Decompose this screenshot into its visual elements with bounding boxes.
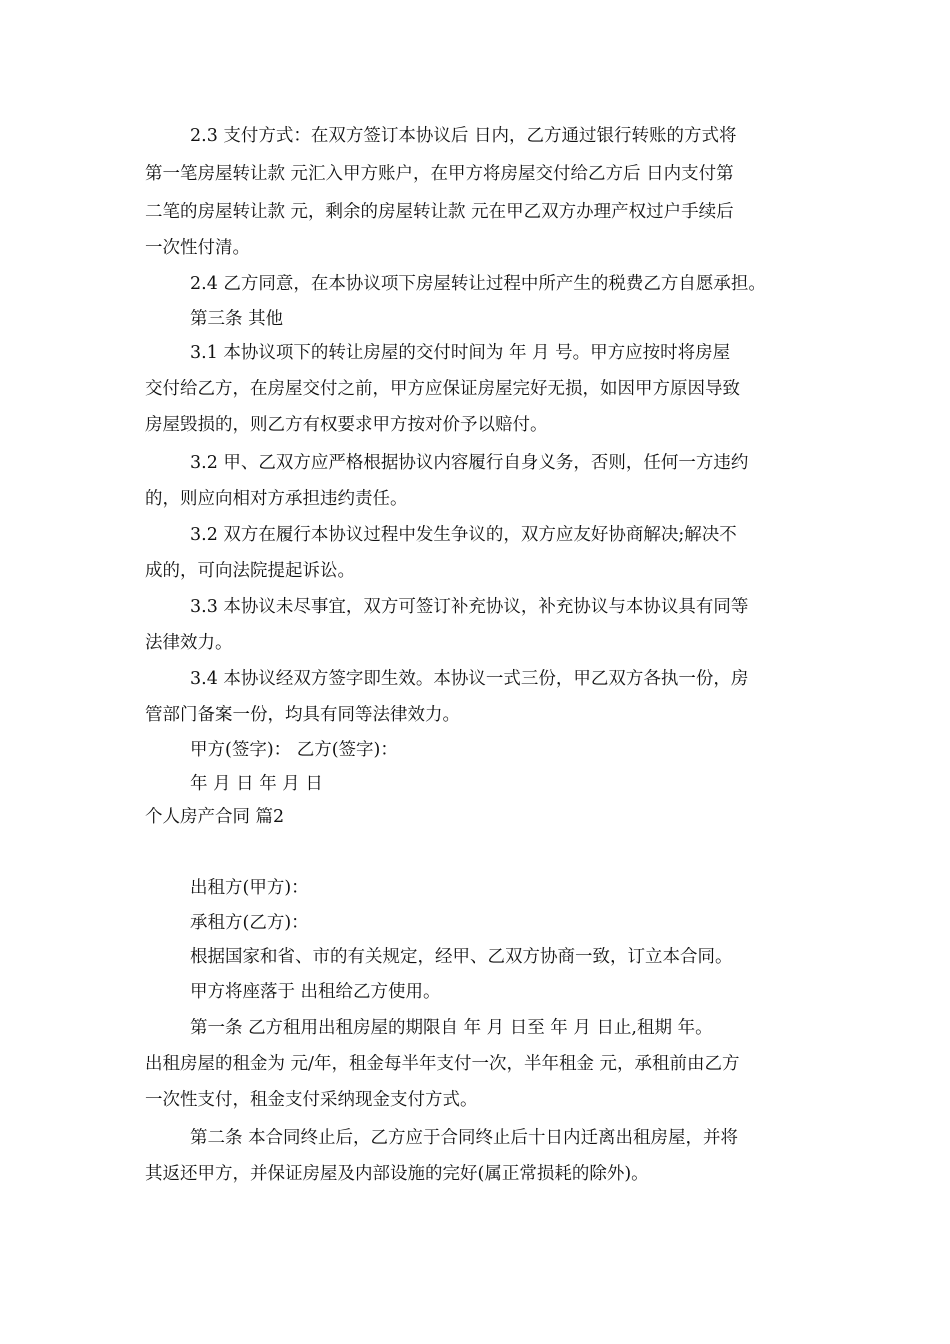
paragraph-3-4-line-2: 管部门备案一份，均具有同等法律效力。 <box>145 705 460 725</box>
lessor-line: 出租方(甲方)： <box>190 878 309 898</box>
article-1-line-2: 出租房屋的租金为 元/年，租金每半年支付一次，半年租金 元，承租前由乙方 <box>145 1054 740 1074</box>
article-2-line-2: 其返还甲方，并保证房屋及内部设施的完好(属正常损耗的除外)。 <box>145 1164 649 1184</box>
date-line: 年 月 日 年 月 日 <box>190 774 323 794</box>
paragraph-3-3-line-2: 法律效力。 <box>145 633 233 653</box>
property-line: 甲方将座落于 出租给乙方使用。 <box>190 982 441 1002</box>
article-1-line-1: 第一条 乙方租用出租房屋的期限自 年 月 日至 年 月 日止,租期 年。 <box>190 1018 713 1038</box>
paragraph-2-3-line-1: 2.3 支付方式：在双方签订本协议后 日内，乙方通过银行转账的方式将 <box>190 126 737 146</box>
paragraph-2-3-line-3: 二笔的房屋转让款 元，剩余的房屋转让款 元在甲乙双方办理产权过户手续后 <box>145 202 734 222</box>
paragraph-2-4: 2.4 乙方同意，在本协议项下房屋转让过程中所产生的税费乙方自愿承担。 <box>190 274 766 294</box>
paragraph-3-1-line-2: 交付给乙方，在房屋交付之前，甲方应保证房屋完好无损，如因甲方原因导致 <box>145 379 740 399</box>
paragraph-3-1-line-3: 房屋毁损的，则乙方有权要求甲方按对价予以赔付。 <box>145 415 548 435</box>
paragraph-3-4-line-1: 3.4 本协议经双方签字即生效。本协议一式三份，甲乙双方各执一份，房 <box>190 669 749 689</box>
lessee-line: 承租方(乙方)： <box>190 913 309 933</box>
article-3-heading: 第三条 其他 <box>190 309 284 329</box>
signature-line: 甲方(签字)： 乙方(签字)： <box>190 740 398 760</box>
paragraph-3-1-line-1: 3.1 本协议项下的转让房屋的交付时间为 年 月 号。甲方应按时将房屋 <box>190 343 731 363</box>
paragraph-3-2a-line-1: 3.2 甲、乙双方应严格根据协议内容履行自身义务，否则，任何一方违约 <box>190 453 749 473</box>
paragraph-3-2b-line-1: 3.2 双方在履行本协议过程中发生争议的，双方应友好协商解决;解决不 <box>190 525 737 545</box>
article-1-line-3: 一次性支付，租金支付采纳现金支付方式。 <box>145 1090 478 1110</box>
section-title: 个人房产合同 篇2 <box>145 807 285 827</box>
paragraph-3-3-line-1: 3.3 本协议未尽事宜，双方可签订补充协议，补充协议与本协议具有同等 <box>190 597 749 617</box>
paragraph-3-2a-line-2: 的，则应向相对方承担违约责任。 <box>145 489 408 509</box>
paragraph-3-2b-line-2: 成的，可向法院提起诉讼。 <box>145 561 355 581</box>
paragraph-2-3-line-4: 一次性付清。 <box>145 238 250 258</box>
paragraph-2-3-line-2: 第一笔房屋转让款 元汇入甲方账户，在甲方将房屋交付给乙方后 日内支付第 <box>145 164 734 184</box>
article-2-line-1: 第二条 本合同终止后，乙方应于合同终止后十日内迁离出租房屋，并将 <box>190 1128 739 1148</box>
preamble-line: 根据国家和省、市的有关规定，经甲、乙双方协商一致，订立本合同。 <box>190 947 733 967</box>
